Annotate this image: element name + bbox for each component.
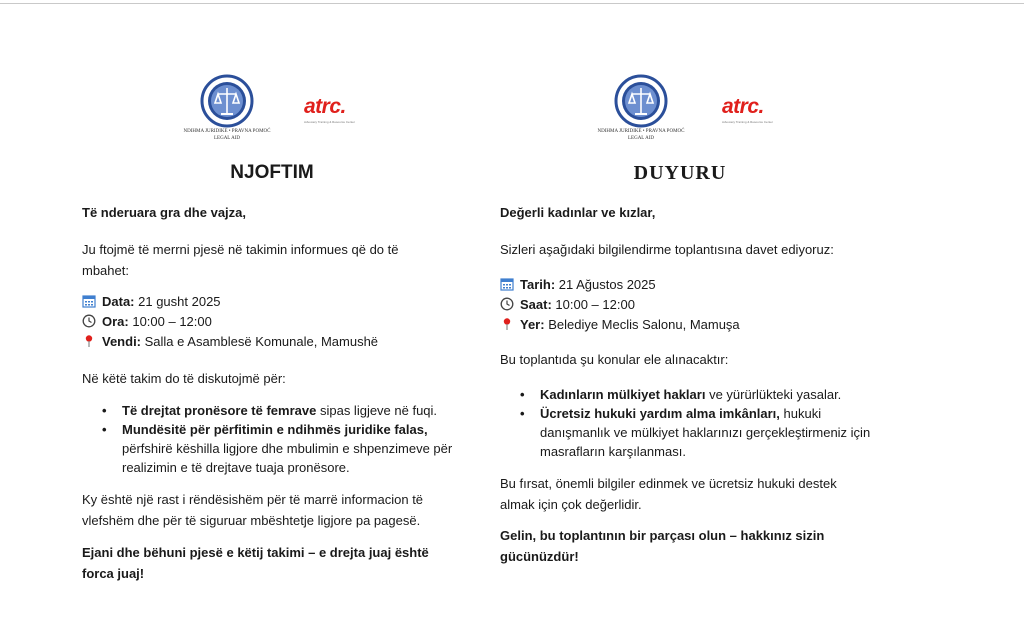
date-value: 21 Ağustos 2025	[555, 277, 656, 292]
legal-aid-seal-icon	[614, 74, 668, 128]
closing-text: Ky është një rast i rëndësishëm për të marrë informacion të vlefshëm dhe për të siguruar mbështetje ligjore pa pagesë.	[82, 492, 424, 528]
place-label: Yer:	[520, 317, 545, 332]
notice-title: DUYURU	[633, 162, 727, 184]
greeting: Değerli kadınlar ve kızlar,	[500, 205, 656, 220]
seal-caption-line1: NDIHMA JURIDIKE • PRAVNA POMOĆ	[183, 129, 271, 134]
time-row	[500, 295, 635, 315]
logo-row	[82, 74, 482, 154]
logo-row	[500, 74, 900, 154]
notice-title: NJOFTIM	[230, 162, 314, 183]
time-value: 10:00 – 12:00	[128, 314, 212, 329]
turkish-notice	[500, 0, 900, 641]
seal-caption	[581, 128, 701, 142]
calendar-icon	[500, 277, 514, 291]
map-pin-icon	[82, 334, 96, 348]
closing-text: Bu fırsat, önemli bilgiler edinmek ve ücretsiz hukuki destek almak için çok değerlidir.	[500, 476, 837, 512]
bullet-bold: Mundësitë për përfitimin e ndihmës juridike falas,	[122, 422, 428, 437]
time-value: 10:00 – 12:00	[551, 297, 635, 312]
place-label: Vendi:	[102, 334, 142, 349]
clock-icon	[82, 314, 96, 328]
legal-aid-seal-icon	[200, 74, 254, 128]
list-item	[82, 420, 462, 477]
albanian-notice	[82, 0, 482, 641]
seal-caption	[167, 128, 287, 142]
atrc-logo: atrc.	[304, 95, 346, 118]
bullet-bold: Të drejtat pronësore të femrave	[122, 403, 317, 418]
seal-caption-line1: NDIHMA JURIDIKE • PRAVNA POMOĆ	[597, 129, 685, 134]
atrc-tagline: Advocacy Training & Resource Center	[304, 120, 355, 124]
time-label: Ora:	[102, 314, 129, 329]
bullet-text: ve yürürlükteki yasalar.	[705, 387, 842, 402]
time-row	[82, 312, 212, 332]
place-row	[82, 332, 378, 352]
map-pin-icon	[500, 317, 514, 331]
place-row	[500, 315, 740, 335]
list-item	[500, 404, 880, 461]
bullet-text: hukuki danışmanlık ve mülkiyet haklarınızı gerçekleştirmeniz için masrafların karşılanması.	[540, 406, 871, 459]
atrc-logo: atrc.	[722, 95, 764, 118]
clock-icon	[500, 297, 514, 311]
topics-intro: Bu toplantıda şu konular ele alınacaktır:	[500, 352, 729, 367]
bullet-text: sipas ligjeve në fuqi.	[316, 403, 438, 418]
bullet-bold: Ücretsiz hukuki yardım alma imkânları,	[540, 406, 780, 421]
call-to-action: Gelin, bu toplantının bir parçası olun – hakkınız sizin gücünüzdür!	[500, 528, 825, 564]
time-label: Saat:	[520, 297, 552, 312]
topics-list	[500, 385, 880, 461]
greeting: Të nderuara gra dhe vajza,	[82, 205, 247, 220]
atrc-tagline: Advocacy Training & Resource Center	[722, 120, 773, 124]
call-to-action: Ejani dhe bëhuni pjesë e këtij takimi – e drejta juaj është forca juaj!	[82, 545, 429, 581]
topics-intro: Në këtë takim do të diskutojmë për:	[82, 371, 286, 386]
intro-text: Ju ftojmë të merrni pjesë në takimin informues që do të mbahet:	[82, 242, 399, 278]
date-label: Tarih:	[520, 277, 556, 292]
date-row	[500, 275, 656, 295]
bullet-text: përfshirë këshilla ligjore dhe mbulimin e shpenzimeve për realizimin e të drejtave tuaja pronësore.	[122, 441, 453, 475]
list-item	[500, 385, 880, 404]
seal-caption-line2: LEGAL AID	[213, 136, 241, 141]
date-label: Data:	[102, 294, 135, 309]
place-value: Belediye Meclis Salonu, Mamuşa	[544, 317, 740, 332]
bullet-bold: Kadınların mülkiyet hakları	[540, 387, 706, 402]
seal-caption-line2: LEGAL AID	[627, 136, 655, 141]
calendar-icon	[82, 294, 96, 308]
date-row	[82, 292, 221, 312]
topics-list	[82, 401, 462, 477]
intro-text: Sizleri aşağıdaki bilgilendirme toplantısına davet ediyoruz:	[500, 242, 834, 257]
date-value: 21 gusht 2025	[134, 294, 221, 309]
list-item	[82, 401, 462, 420]
place-value: Salla e Asamblesë Komunale, Mamushë	[141, 334, 379, 349]
